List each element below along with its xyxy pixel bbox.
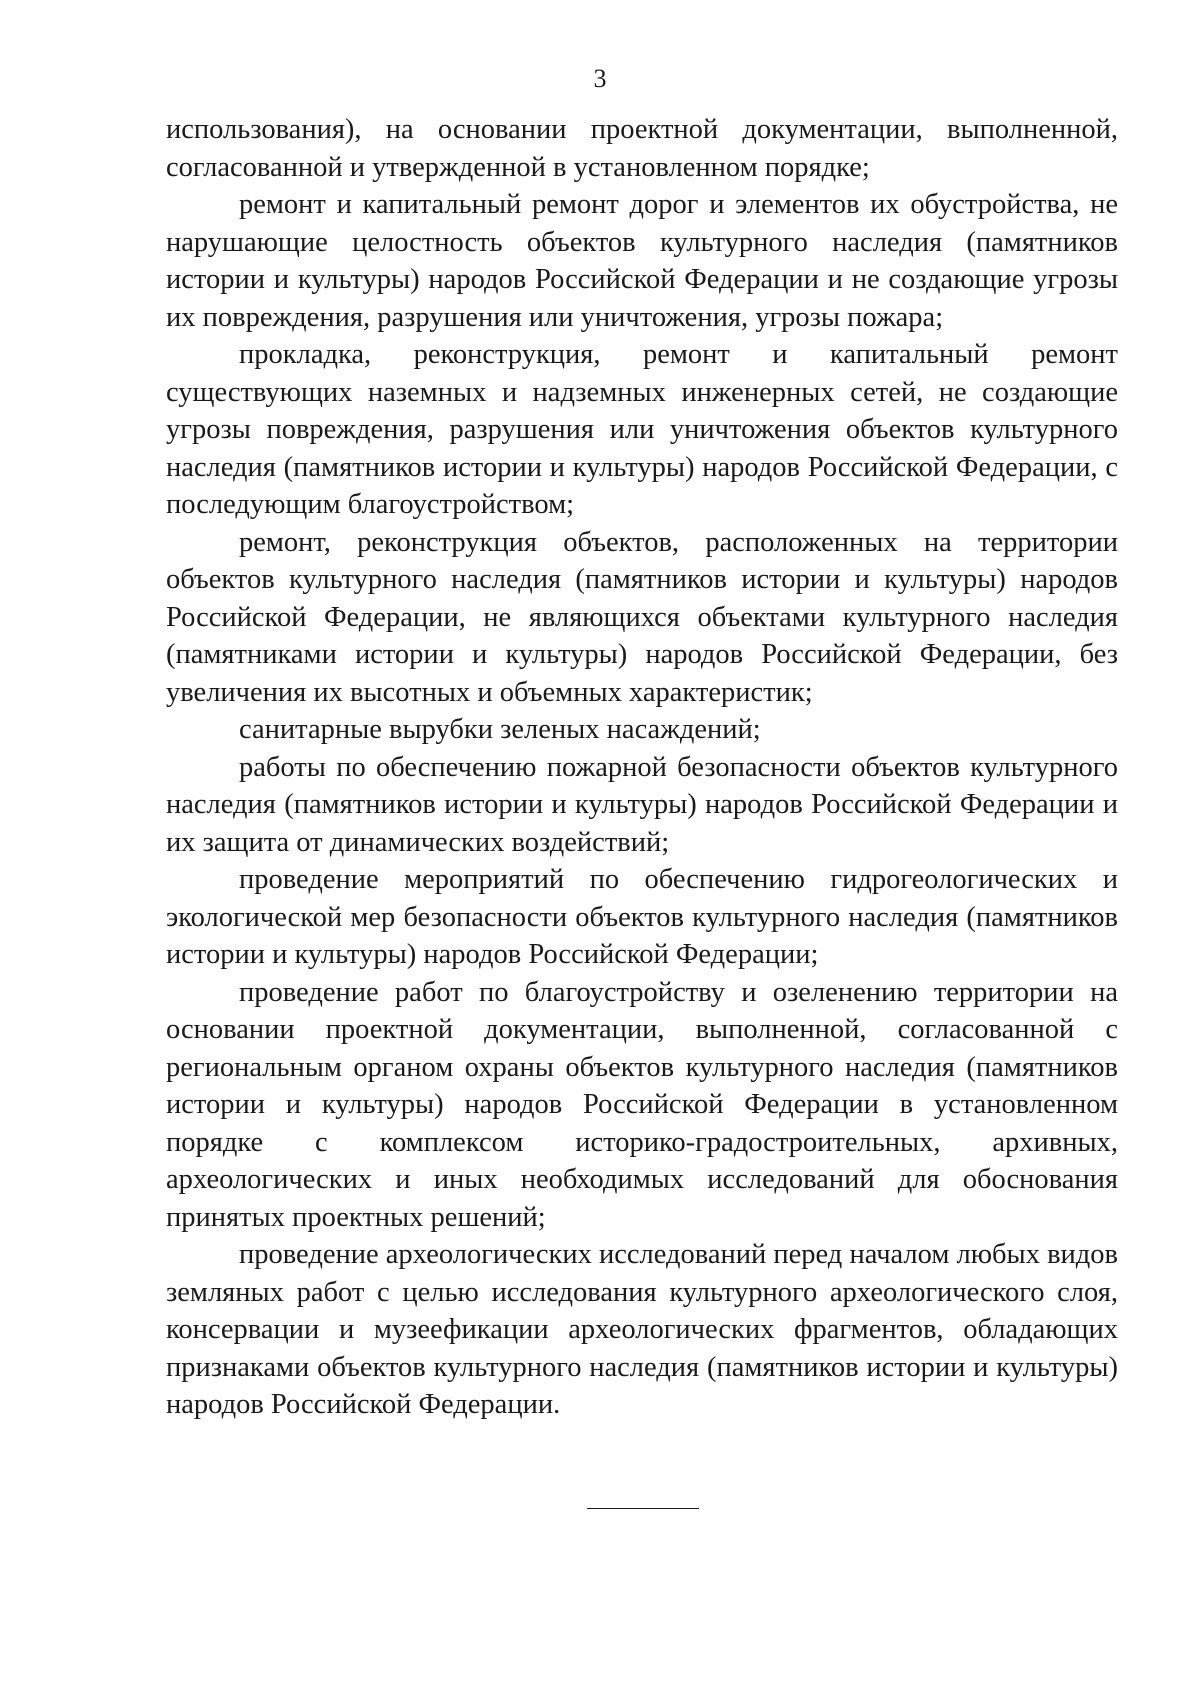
paragraph-object-reconstruction: ремонт, реконструкция объектов, расположенных на территории объектов культурного наследия (памятников истории и культуры) народов Российской Федерации, не являющихся объектами культурного наследия (памятниками истории и культуры) народов Российской Федерации, без увеличения их высотных и объемных характеристик; (166, 526, 1118, 708)
paragraph-sanitary-felling: санитарные вырубки зеленых насаждений; (239, 714, 761, 745)
end-of-document-rule (587, 1508, 699, 1509)
paragraph-continuation: использования), на основании проектной документации, выполненной, согласованной и утвержденной в установленном порядке; (166, 114, 1118, 183)
paragraph-fire-safety: работы по обеспечению пожарной безопасности объектов культурного наследия (памятников истории и культуры) народов Российской Федерации и их защита от динамических воздействий; (166, 751, 1118, 858)
paragraph-hydrogeological-measures: проведение мероприятий по обеспечению гидрогеологических и экологической мер безопасности объектов культурного наследия (памятников истории и культуры) народов Российской Федерации; (166, 864, 1118, 970)
page-number: 3 (593, 64, 607, 93)
paragraph-engineering-networks: прокладка, реконструкция, ремонт и капитальный ремонт существующих наземных и надземных инженерных сетей, не создающие угрозы повреждения, разрушения или уничтожения объектов культурного наследия (памятников истории и культуры) народов Российской Федерации, с последующим благоустройством; (166, 339, 1118, 520)
document-body (166, 111, 1118, 1424)
paragraph-road-repair: ремонт и капитальный ремонт дорог и элементов их обустройства, не нарушающие целостность объектов культурного наследия (памятников истории и культуры) народов Российской Федерации и не создающие угрозы их повреждения, разрушения или уничтожения, угрозы пожара; (166, 189, 1118, 333)
paragraph-landscaping: проведение работ по благоустройству и озеленению территории на основании проектной документации, выполненной, согласованной с региональным органом охраны объектов культурного наследия (памятников истории и культуры) народов Российской Федерации в установленном порядке с комплексом историко-градостроительных, архивных, археологических и иных необходимых исследований для обоснования принятых проектных решений; (166, 976, 1118, 1233)
paragraph-archaeological-research: проведение археологических исследований перед началом любых видов земляных работ с целью исследования культурного археологического слоя, консервации и музеефикации археологических фрагментов, обладающих признаками объектов культурного наследия (памятников истории и культуры) народов Российской Федерации. (166, 1239, 1118, 1420)
